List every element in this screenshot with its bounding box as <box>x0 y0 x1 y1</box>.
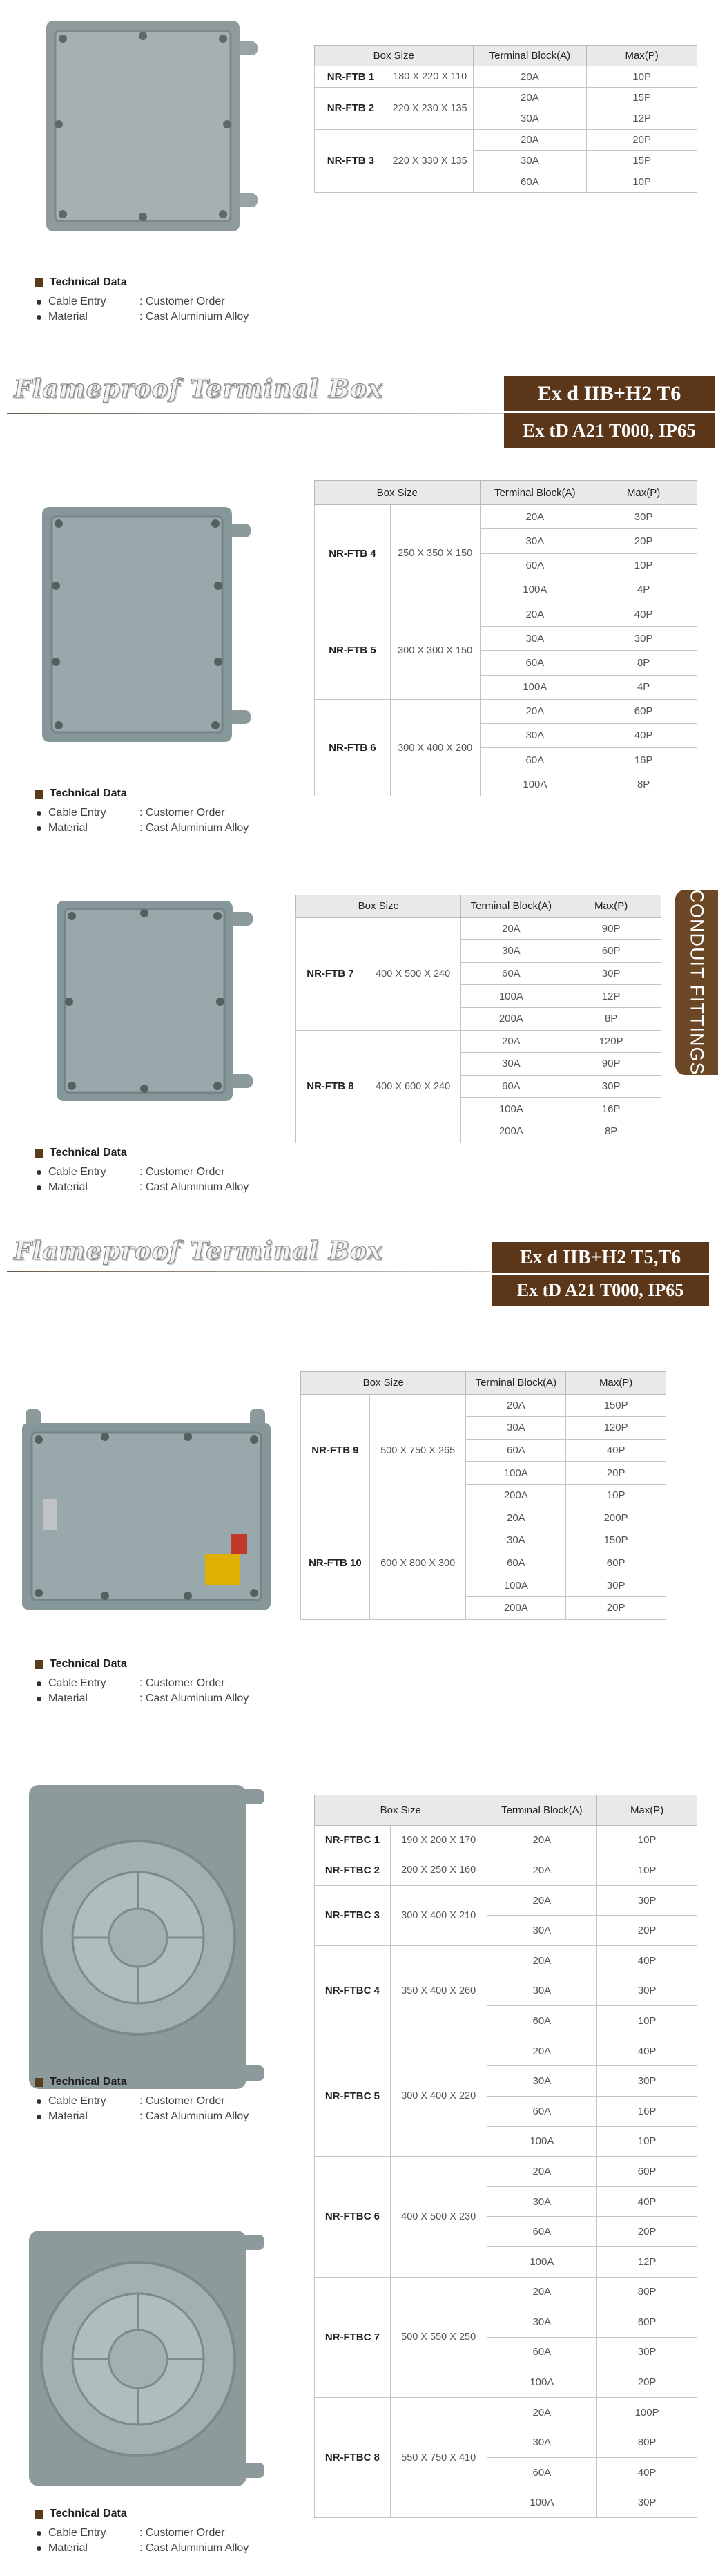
model-cell: NR-FTBC 4 <box>315 1945 391 2036</box>
model-cell: NR-FTBC 6 <box>315 2157 391 2277</box>
terminal-block-cell: 30A <box>487 2427 597 2458</box>
terminal-block-cell: 20A <box>480 505 590 529</box>
spec-table-ftb-4-6 <box>314 480 697 796</box>
max-points-cell: 120P <box>561 1030 661 1053</box>
max-points-cell: 16P <box>590 748 697 772</box>
spec-table-ftbc-1-8 <box>314 1795 697 2518</box>
max-points-cell: 90P <box>561 917 661 940</box>
max-points-cell: 30P <box>590 505 697 529</box>
box-size-cell: 300 X 400 X 220 <box>390 2036 487 2156</box>
terminal-block-cell: 60A <box>487 2006 597 2036</box>
material-value: : Cast Aluminium Alloy <box>139 822 249 834</box>
technical-data-5 <box>35 2076 249 2124</box>
box-size-cell: 350 X 400 X 260 <box>390 1945 487 2036</box>
material-label: Material <box>48 311 88 323</box>
material-label: Material <box>48 2542 88 2554</box>
cable-entry-label: Cable Entry <box>48 2527 106 2539</box>
model-cell: NR-FTBC 8 <box>315 2397 391 2517</box>
round-cover-box-photo-1 <box>26 1782 271 2093</box>
model-cell: NR-FTB 1 <box>315 66 387 87</box>
terminal-block-cell: 30A <box>480 723 590 747</box>
terminal-block-header: Terminal Block(A) <box>473 46 587 66</box>
max-points-cell: 16P <box>597 2096 697 2126</box>
material-label: Material <box>48 1692 88 1704</box>
table-row <box>296 1030 661 1053</box>
max-points-cell: 40P <box>597 2186 697 2217</box>
max-points-cell: 16P <box>561 1098 661 1120</box>
bullet-dot-icon <box>37 2531 41 2536</box>
terminal-block-cell: 60A <box>473 171 587 192</box>
bullet-dot-icon <box>37 1185 41 1190</box>
terminal-block-cell: 20A <box>487 1825 597 1855</box>
max-points-cell: 20P <box>590 529 697 553</box>
max-points-cell: 120P <box>566 1417 666 1440</box>
terminal-block-cell: 30A <box>480 627 590 651</box>
max-points-cell: 10P <box>597 1825 697 1855</box>
max-points-cell: 60P <box>590 699 697 723</box>
table-row <box>296 917 661 940</box>
bullet-dot-icon <box>37 315 41 320</box>
explosion-rating-badge-2: Ex d IIB+H2 T5,T6 <box>492 1242 709 1273</box>
box-size-cell: 400 X 500 X 230 <box>390 2157 487 2277</box>
cable-entry-label: Cable Entry <box>48 1166 106 1178</box>
box-size-header: Box Size <box>315 481 481 505</box>
table-row <box>315 87 697 108</box>
terminal-block-cell: 20A <box>480 699 590 723</box>
bullet-dot-icon <box>37 826 41 831</box>
model-cell: NR-FTB 5 <box>315 602 391 699</box>
cable-entry-value: : Customer Order <box>139 1677 225 1689</box>
terminal-block-cell: 60A <box>487 2217 597 2247</box>
model-cell: NR-FTB 8 <box>296 1030 365 1143</box>
max-points-cell: 30P <box>597 2066 697 2097</box>
max-points-cell: 90P <box>561 1053 661 1076</box>
box-size-header: Box Size <box>315 1795 487 1826</box>
terminal-block-cell: 200A <box>461 1007 561 1030</box>
table-row <box>315 2397 697 2427</box>
bullet-dot-icon <box>37 811 41 816</box>
section-line-1 <box>7 413 504 414</box>
spec-table-ftb-7-8 <box>295 895 661 1143</box>
cable-entry-value: : Customer Order <box>139 807 225 819</box>
max-points-cell: 80P <box>597 2427 697 2458</box>
material-label: Material <box>48 822 88 834</box>
max-points-cell: 40P <box>597 2036 697 2066</box>
terminal-block-cell: 60A <box>487 2337 597 2367</box>
model-cell: NR-FTB 2 <box>315 87 387 129</box>
model-cell: NR-FTBC 3 <box>315 1885 391 1945</box>
box-size-cell: 300 X 300 X 150 <box>390 602 480 699</box>
max-points-cell: 30P <box>561 1075 661 1098</box>
max-points-cell: 30P <box>597 1885 697 1916</box>
bullet-dot-icon <box>37 1170 41 1175</box>
max-points-cell: 30P <box>597 2337 697 2367</box>
max-points-cell: 10P <box>597 1855 697 1886</box>
technical-data-title: Technical Data <box>50 2508 127 2519</box>
max-points-cell: 10P <box>566 1484 666 1507</box>
terminal-block-cell: 30A <box>487 2307 597 2338</box>
model-cell: NR-FTBC 7 <box>315 2277 391 2397</box>
bullet-dot-icon <box>37 2115 41 2119</box>
box-size-cell: 300 X 400 X 200 <box>390 699 480 796</box>
terminal-box-photo-4 <box>15 1409 278 1616</box>
model-cell: NR-FTB 9 <box>301 1394 370 1507</box>
max-points-cell: 8P <box>561 1007 661 1030</box>
terminal-block-cell: 30A <box>480 529 590 553</box>
terminal-block-header: Terminal Block(A) <box>487 1795 597 1826</box>
table-row <box>301 1394 666 1417</box>
terminal-block-cell: 20A <box>466 1507 566 1529</box>
table-row <box>315 602 697 626</box>
technical-data-1 <box>35 276 249 325</box>
max-points-cell: 10P <box>597 2126 697 2157</box>
terminal-block-cell: 20A <box>473 66 587 87</box>
table-row <box>315 2036 697 2066</box>
technical-data-title: Technical Data <box>50 788 127 799</box>
terminal-block-cell: 30A <box>473 108 587 129</box>
round-cover-box-photo-2 <box>26 2228 271 2490</box>
max-points-cell: 12P <box>561 985 661 1008</box>
bullet-square-icon <box>35 1149 43 1158</box>
box-size-header: Box Size <box>301 1372 466 1395</box>
max-points-header: Max(P) <box>587 46 697 66</box>
model-cell: NR-FTB 7 <box>296 917 365 1030</box>
cable-entry-label: Cable Entry <box>48 807 106 819</box>
bullet-dot-icon <box>37 2546 41 2551</box>
model-cell: NR-FTB 4 <box>315 505 391 602</box>
max-points-cell: 40P <box>590 602 697 626</box>
ingress-rating-badge-1: Ex tD A21 T000, IP65 <box>504 413 715 448</box>
table-row <box>315 129 697 150</box>
bullet-dot-icon <box>37 300 41 305</box>
technical-data-title: Technical Data <box>50 2076 127 2088</box>
max-points-cell: 40P <box>590 723 697 747</box>
box-size-cell: 400 X 600 X 240 <box>365 1030 461 1143</box>
terminal-block-cell: 30A <box>487 2066 597 2097</box>
box-size-cell: 500 X 550 X 250 <box>390 2277 487 2397</box>
box-size-cell: 500 X 750 X 265 <box>369 1394 466 1507</box>
technical-data-6 <box>35 2508 249 2556</box>
bullet-dot-icon <box>37 1681 41 1686</box>
max-points-cell: 30P <box>561 962 661 985</box>
table-row <box>315 2157 697 2187</box>
max-points-cell: 12P <box>597 2246 697 2277</box>
terminal-block-cell: 20A <box>487 2157 597 2187</box>
max-points-cell: 20P <box>597 1916 697 1946</box>
max-points-header: Max(P) <box>590 481 697 505</box>
terminal-block-cell: 20A <box>487 1885 597 1916</box>
terminal-block-cell: 100A <box>466 1574 566 1597</box>
max-points-cell: 60P <box>566 1552 666 1574</box>
max-points-cell: 40P <box>566 1439 666 1462</box>
terminal-block-cell: 100A <box>480 578 590 602</box>
terminal-block-header: Terminal Block(A) <box>461 895 561 918</box>
explosion-rating-badge-1: Ex d IIB+H2 T6 <box>504 376 715 411</box>
bullet-square-icon <box>35 1660 43 1669</box>
cable-entry-value: : Customer Order <box>139 2095 225 2107</box>
terminal-block-cell: 60A <box>466 1439 566 1462</box>
bullet-dot-icon <box>37 2099 41 2104</box>
material-value: : Cast Aluminium Alloy <box>139 1181 249 1193</box>
terminal-block-cell: 30A <box>487 1976 597 2006</box>
max-points-cell: 10P <box>587 66 697 87</box>
ingress-rating-badge-2: Ex tD A21 T000, IP65 <box>492 1275 709 1306</box>
bullet-dot-icon <box>37 1697 41 1701</box>
terminal-block-cell: 100A <box>461 985 561 1008</box>
material-value: : Cast Aluminium Alloy <box>139 311 249 323</box>
conduit-fittings-side-tab[interactable] <box>675 890 718 1075</box>
model-cell: NR-FTB 6 <box>315 699 391 796</box>
max-points-cell: 60P <box>597 2157 697 2187</box>
technical-data-title: Technical Data <box>50 276 127 288</box>
model-cell: NR-FTBC 2 <box>315 1855 391 1886</box>
bullet-square-icon <box>35 2510 43 2519</box>
max-points-cell: 10P <box>590 553 697 578</box>
terminal-block-cell: 30A <box>487 2186 597 2217</box>
terminal-block-cell: 60A <box>487 2096 597 2126</box>
max-points-cell: 20P <box>566 1462 666 1485</box>
bullet-square-icon <box>35 2078 43 2087</box>
section-title-2: Flameproof Terminal Box <box>14 1237 383 1266</box>
terminal-box-photo-2 <box>38 503 255 748</box>
model-cell: NR-FTBC 1 <box>315 1825 391 1855</box>
material-value: : Cast Aluminium Alloy <box>139 2110 249 2122</box>
max-points-cell: 60P <box>597 2307 697 2338</box>
terminal-block-cell: 20A <box>487 2277 597 2307</box>
section-title-1: Flameproof Terminal Box <box>14 374 383 403</box>
table-row <box>315 2277 697 2307</box>
terminal-block-cell: 60A <box>480 748 590 772</box>
technical-data-title: Technical Data <box>50 1147 127 1158</box>
terminal-block-cell: 100A <box>466 1462 566 1485</box>
box-size-cell: 250 X 350 X 150 <box>390 505 480 602</box>
max-points-cell: 30P <box>590 627 697 651</box>
max-points-cell: 30P <box>566 1574 666 1597</box>
max-points-cell: 150P <box>566 1529 666 1552</box>
terminal-block-cell: 100A <box>461 1098 561 1120</box>
terminal-block-cell: 20A <box>473 87 587 108</box>
terminal-block-cell: 60A <box>480 553 590 578</box>
max-points-cell: 40P <box>597 2458 697 2488</box>
box-size-cell: 190 X 200 X 170 <box>390 1825 487 1855</box>
terminal-block-cell: 30A <box>466 1417 566 1440</box>
max-points-header: Max(P) <box>566 1372 666 1395</box>
box-size-header: Box Size <box>315 46 474 66</box>
max-points-cell: 40P <box>597 1945 697 1976</box>
technical-data-2 <box>35 788 249 836</box>
max-points-cell: 10P <box>597 2006 697 2036</box>
box-size-cell: 300 X 400 X 210 <box>390 1885 487 1945</box>
box-size-cell: 550 X 750 X 410 <box>390 2397 487 2517</box>
terminal-block-cell: 20A <box>466 1394 566 1417</box>
terminal-block-cell: 30A <box>473 150 587 171</box>
terminal-block-cell: 20A <box>487 1945 597 1976</box>
max-points-cell: 100P <box>597 2397 697 2427</box>
spec-table-ftb-9-10 <box>300 1371 666 1620</box>
box-size-cell: 220 X 330 X 135 <box>387 129 473 192</box>
box-size-header: Box Size <box>296 895 461 918</box>
model-cell: NR-FTB 10 <box>301 1507 370 1619</box>
terminal-block-cell: 20A <box>487 2036 597 2066</box>
table-row <box>315 1885 697 1916</box>
terminal-block-cell: 100A <box>487 2367 597 2398</box>
side-tab-label: CONDUIT FITTINGS <box>686 889 708 1076</box>
bullet-square-icon <box>35 278 43 287</box>
table-row <box>315 505 697 529</box>
spec-table-ftb-1-3 <box>314 45 697 193</box>
cable-entry-label: Cable Entry <box>48 1677 106 1689</box>
terminal-box-photo-1 <box>38 14 266 242</box>
terminal-block-cell: 20A <box>487 2397 597 2427</box>
max-points-cell: 20P <box>587 129 697 150</box>
cable-entry-value: : Customer Order <box>139 296 225 307</box>
table-row <box>315 1945 697 1976</box>
terminal-block-cell: 200A <box>466 1596 566 1619</box>
technical-data-title: Technical Data <box>50 1658 127 1670</box>
terminal-block-cell: 30A <box>461 940 561 963</box>
max-points-cell: 10P <box>587 171 697 192</box>
box-size-cell: 220 X 230 X 135 <box>387 87 473 129</box>
max-points-cell: 8P <box>590 772 697 796</box>
cable-entry-value: : Customer Order <box>139 1166 225 1178</box>
cable-entry-label: Cable Entry <box>48 2095 106 2107</box>
box-size-cell: 600 X 800 X 300 <box>369 1507 466 1619</box>
box-size-cell: 400 X 500 X 240 <box>365 917 461 1030</box>
table-row <box>315 66 697 87</box>
material-value: : Cast Aluminium Alloy <box>139 1692 249 1704</box>
max-points-cell: 4P <box>590 578 697 602</box>
terminal-box-photo-3 <box>54 898 258 1105</box>
terminal-block-cell: 200A <box>461 1120 561 1143</box>
terminal-block-cell: 20A <box>487 1855 597 1886</box>
terminal-block-cell: 20A <box>461 917 561 940</box>
cable-entry-value: : Customer Order <box>139 2527 225 2539</box>
table-row <box>301 1507 666 1529</box>
cable-entry-label: Cable Entry <box>48 296 106 307</box>
terminal-block-cell: 100A <box>487 2488 597 2518</box>
max-points-cell: 15P <box>587 150 697 171</box>
table-header-row <box>301 1372 666 1395</box>
max-points-cell: 30P <box>597 1976 697 2006</box>
table-header-row <box>315 1795 697 1826</box>
technical-data-3 <box>35 1147 249 1195</box>
terminal-block-cell: 30A <box>461 1053 561 1076</box>
technical-data-4 <box>35 1658 249 1706</box>
max-points-cell: 8P <box>561 1120 661 1143</box>
max-points-cell: 4P <box>590 675 697 699</box>
terminal-block-cell: 60A <box>480 651 590 675</box>
box-size-cell: 200 X 250 X 160 <box>390 1855 487 1886</box>
terminal-block-cell: 60A <box>461 1075 561 1098</box>
table-header-row <box>315 46 697 66</box>
max-points-cell: 12P <box>587 108 697 129</box>
terminal-block-cell: 100A <box>480 772 590 796</box>
table-header-row <box>315 481 697 505</box>
max-points-cell: 15P <box>587 87 697 108</box>
terminal-block-cell: 60A <box>461 962 561 985</box>
box-size-cell: 180 X 220 X 110 <box>387 66 473 87</box>
terminal-block-cell: 200A <box>466 1484 566 1507</box>
max-points-header: Max(P) <box>561 895 661 918</box>
terminal-block-cell: 30A <box>487 1916 597 1946</box>
max-points-cell: 30P <box>597 2488 697 2518</box>
table-row <box>315 699 697 723</box>
terminal-block-header: Terminal Block(A) <box>466 1372 566 1395</box>
model-cell: NR-FTB 3 <box>315 129 387 192</box>
table-header-row <box>296 895 661 918</box>
terminal-block-cell: 20A <box>461 1030 561 1053</box>
table-row <box>315 1855 697 1886</box>
max-points-cell: 20P <box>566 1596 666 1619</box>
terminal-block-cell: 60A <box>487 2458 597 2488</box>
material-label: Material <box>48 1181 88 1193</box>
terminal-block-cell: 30A <box>466 1529 566 1552</box>
table-row <box>315 1825 697 1855</box>
max-points-cell: 150P <box>566 1394 666 1417</box>
terminal-block-cell: 100A <box>487 2246 597 2277</box>
max-points-cell: 60P <box>561 940 661 963</box>
max-points-cell: 20P <box>597 2367 697 2398</box>
section-line-2 <box>7 1271 490 1272</box>
terminal-block-header: Terminal Block(A) <box>480 481 590 505</box>
terminal-block-cell: 20A <box>473 129 587 150</box>
terminal-block-cell: 100A <box>480 675 590 699</box>
material-value: : Cast Aluminium Alloy <box>139 2542 249 2554</box>
terminal-block-cell: 20A <box>480 602 590 626</box>
max-points-cell: 20P <box>597 2217 697 2247</box>
terminal-block-cell: 100A <box>487 2126 597 2157</box>
material-label: Material <box>48 2110 88 2122</box>
max-points-cell: 200P <box>566 1507 666 1529</box>
model-cell: NR-FTBC 5 <box>315 2036 391 2156</box>
max-points-cell: 80P <box>597 2277 697 2307</box>
terminal-block-cell: 60A <box>466 1552 566 1574</box>
max-points-header: Max(P) <box>597 1795 697 1826</box>
max-points-cell: 8P <box>590 651 697 675</box>
bullet-square-icon <box>35 790 43 799</box>
